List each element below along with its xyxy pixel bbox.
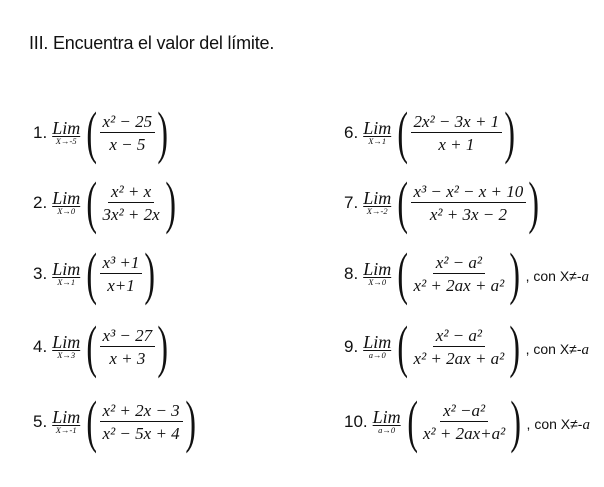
limit-operator [363,334,391,360]
numerator: x² − 25 [100,112,156,133]
right-paren: ) [144,241,156,306]
denominator: x² + 2ax + a² [413,349,505,368]
lim-word: Lim [52,259,81,279]
condition-variable: a [581,342,590,358]
problem-1 [33,100,172,165]
right-paren: ) [528,170,540,235]
lim-word: Lim [52,407,81,427]
problem-number: 3. [33,264,48,283]
lim-word: Lim [52,188,81,208]
limit-operator [52,409,80,435]
problem-7 [344,170,544,235]
condition-label: , con X≠- [525,341,582,357]
problem-5 [33,389,200,454]
limit-subscript: X→3 [57,350,76,360]
denominator: x² + 2ax+a² [422,424,506,443]
numerator: x² + x [108,182,154,203]
left-paren: ( [86,100,98,165]
condition-text [527,410,590,434]
problem-number: 8. [344,264,359,283]
limit-operator [363,261,391,287]
problem-number: 1. [33,123,48,142]
left-paren: ( [86,170,98,235]
problem-6 [344,100,520,165]
lim-word: Lim [363,118,392,138]
limit-subscript: a→0 [368,350,386,360]
limit-subscript: X→-2 [366,206,388,216]
fraction [100,182,163,224]
left-paren: ( [397,314,409,379]
numerator: 2x² − 3x + 1 [411,112,503,133]
problem-number: 9. [344,337,359,356]
denominator: x+1 [107,276,135,295]
denominator: x + 1 [438,135,475,154]
problem-number: 10. [344,412,368,431]
denominator: 3x² + 2x [102,205,160,224]
lim-word: Lim [372,407,401,427]
fraction [100,253,143,295]
left-paren: ( [397,241,409,306]
left-paren: ( [397,170,409,235]
limit-operator [373,409,401,435]
right-paren: ) [157,314,169,379]
denominator: x² + 2ax + a² [413,276,505,295]
lim-word: Lim [363,188,392,208]
limit-operator [363,120,391,146]
numerator: x² − a² [433,253,485,274]
left-paren: ( [86,241,98,306]
limit-operator [52,120,80,146]
problem-3 [33,241,160,306]
problem-number: 6. [344,123,359,142]
fraction [411,112,503,154]
numerator: x² −a² [440,401,488,422]
section-title: III. Encuentra el valor del límite. [29,33,275,53]
fraction [411,253,508,295]
lim-word: Lim [363,259,392,279]
condition-text [526,335,589,359]
lim-word: Lim [363,332,392,352]
right-paren: ) [509,241,521,306]
right-paren: ) [165,170,176,235]
left-paren: ( [407,389,418,454]
problem-8 [344,241,590,306]
left-paren: ( [86,389,98,454]
problem-10 [344,389,590,454]
denominator: x² + 3x − 2 [429,205,507,224]
right-paren: ) [504,100,516,165]
denominator: x + 3 [109,349,146,368]
problem-number: 4. [33,337,48,356]
limit-operator [52,334,80,360]
problem-9 [344,314,590,379]
right-paren: ) [509,314,521,379]
condition-variable: a [582,417,590,433]
problem-number: 7. [344,193,359,212]
fraction [100,401,183,443]
fraction [411,326,508,368]
condition-label: , con X≠- [525,268,582,284]
problem-2 [33,170,180,235]
limit-operator [52,261,80,287]
condition-variable: a [581,269,590,285]
condition-label: , con X≠- [526,416,583,432]
denominator: x − 5 [109,135,146,154]
numerator: x³ − 27 [100,326,156,347]
limit-operator [363,190,391,216]
numerator: x² + 2x − 3 [100,401,183,422]
denominator: x² − 5x + 4 [102,424,180,443]
problem-4 [33,314,172,379]
lim-word: Lim [52,332,81,352]
right-paren: ) [157,100,169,165]
problem-number: 2. [33,193,48,212]
numerator: x³ − x² − x + 10 [411,182,527,203]
limit-subscript: X→0 [57,206,76,216]
limit-subscript: X→-5 [55,136,77,146]
limit-subscript: a→0 [378,425,396,435]
fraction [100,112,156,154]
numerator: x³ +1 [100,253,143,274]
limit-operator [52,190,80,216]
lim-word: Lim [52,118,81,138]
condition-text [526,262,589,286]
left-paren: ( [397,100,409,165]
problem-number: 5. [33,412,48,431]
limit-subscript: X→-1 [55,425,77,435]
fraction [420,401,508,443]
limit-subscript: X→1 [368,136,387,146]
right-paren: ) [185,389,196,454]
limit-subscript: X→0 [368,277,387,287]
limit-subscript: X→1 [57,277,76,287]
fraction [411,182,527,224]
right-paren: ) [510,389,522,454]
numerator: x² − a² [433,326,485,347]
left-paren: ( [86,314,98,379]
fraction [100,326,156,368]
